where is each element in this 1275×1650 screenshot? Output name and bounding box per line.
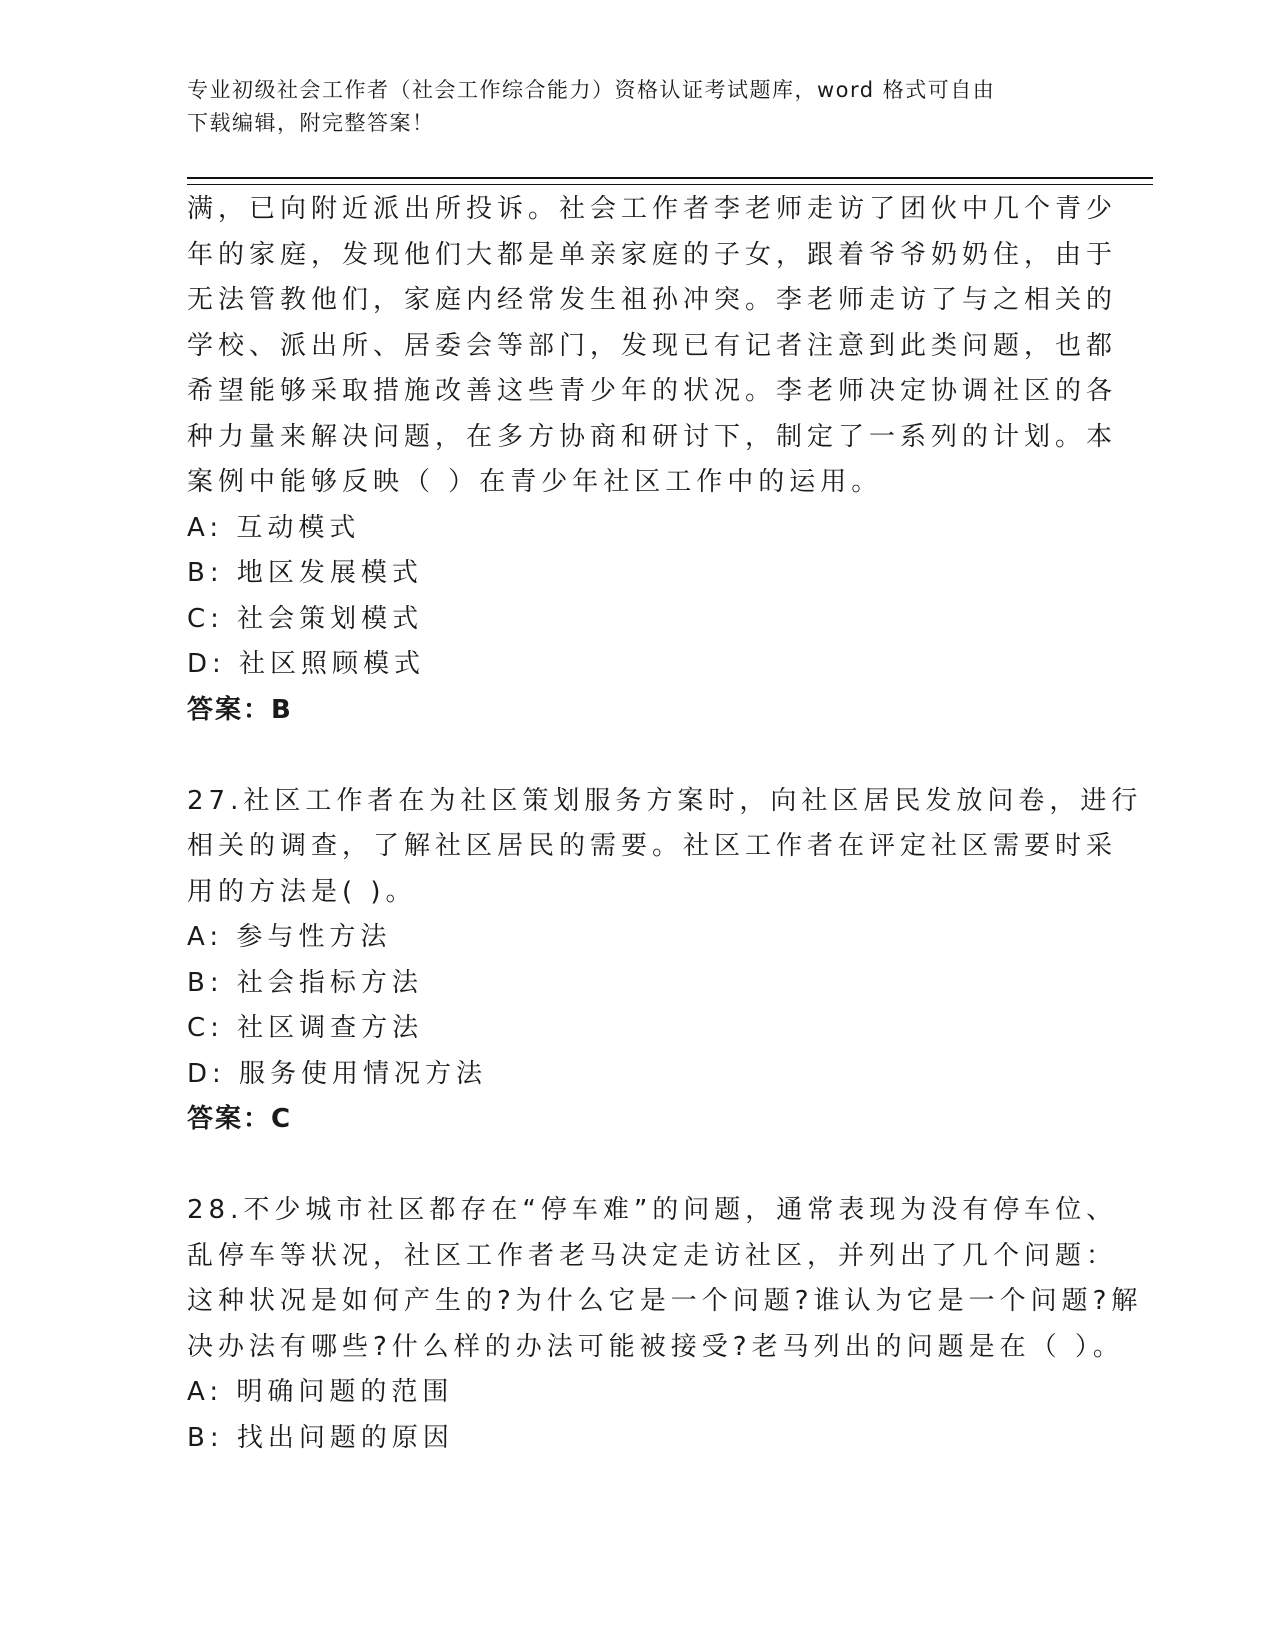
option-c: C: 社区调查方法 bbox=[187, 1013, 424, 1043]
document-header bbox=[187, 74, 1087, 140]
question-text-line: 决办法有哪些?什么样的办法可能被接受?老马列出的问题是在（ ）。 bbox=[187, 1331, 1124, 1362]
question-text-line: 种力量来解决问题，在多方协商和研讨下，制定了一系列的计划。本 bbox=[187, 421, 1118, 452]
answer-label: 答案：C bbox=[187, 1104, 293, 1134]
question-text-line: 学校、派出所、居委会等部门，发现已有记者注意到此类问题，也都 bbox=[187, 330, 1118, 361]
question-27 bbox=[187, 779, 1143, 1143]
question-text-line: 27.社区工作者在为社区策划服务方案时，向社区居民发放问卷，进行 bbox=[187, 785, 1143, 816]
question-text-line: 28.不少城市社区都存在“停车难”的问题，通常表现为没有停车位、 bbox=[187, 1195, 1118, 1225]
question-text-line: 无法管教他们，家庭内经常发生祖孙冲突。李老师走访了与之相关的 bbox=[187, 285, 1118, 315]
option-d: D: 社区照顾模式 bbox=[187, 649, 426, 679]
option-c: C: 社会策划模式 bbox=[187, 603, 424, 634]
question-text-line: 乱停车等状况，社区工作者老马决定走访社区，并列出了几个问题： bbox=[187, 1240, 1118, 1271]
spacer bbox=[187, 1143, 1087, 1189]
option-a: A: 参与性方法 bbox=[187, 922, 392, 952]
document-body bbox=[187, 187, 1143, 1461]
question-text-line: 用的方法是( )。 bbox=[187, 876, 417, 907]
option-b: B: 地区发展模式 bbox=[187, 558, 423, 588]
option-b: B: 找出问题的原因 bbox=[187, 1422, 454, 1453]
question-text-line: 这种状况是如何产生的?为什么它是一个问题?谁认为它是一个问题?解 bbox=[187, 1286, 1143, 1316]
question-text-line: 满，已向附近派出所投诉。社会工作者李老师走访了团伙中几个青少 bbox=[187, 194, 1118, 224]
question-text-line: 案例中能够反映（ ）在青少年社区工作中的运用。 bbox=[187, 467, 883, 497]
question-text-line: 相关的调查，了解社区居民的需要。社区工作者在评定社区需要时采 bbox=[187, 831, 1118, 861]
answer-label: 答案：B bbox=[187, 694, 293, 725]
question-text-line: 希望能够采取措施改善这些青少年的状况。李老师决定协调社区的各 bbox=[187, 376, 1118, 406]
header-line-1: 专业初级社会工作者（社会工作综合能力）资格认证考试题库，word 格式可自由 bbox=[187, 78, 996, 102]
question-text-line: 年的家庭，发现他们大都是单亲家庭的子女，跟着爷爷奶奶住，由于 bbox=[187, 239, 1118, 270]
spacer bbox=[187, 733, 1087, 779]
option-b: B: 社会指标方法 bbox=[187, 967, 423, 998]
header-line-2: 下载编辑，附完整答案！ bbox=[187, 111, 435, 135]
option-d: D: 服务使用情况方法 bbox=[187, 1058, 488, 1089]
header-divider-thin bbox=[187, 184, 1153, 185]
question-28 bbox=[187, 1188, 1143, 1461]
option-a: A: 互动模式 bbox=[187, 512, 361, 543]
question-26 bbox=[187, 187, 1118, 733]
header-divider-thick bbox=[187, 177, 1153, 179]
option-a: A: 明确问题的范围 bbox=[187, 1377, 454, 1407]
